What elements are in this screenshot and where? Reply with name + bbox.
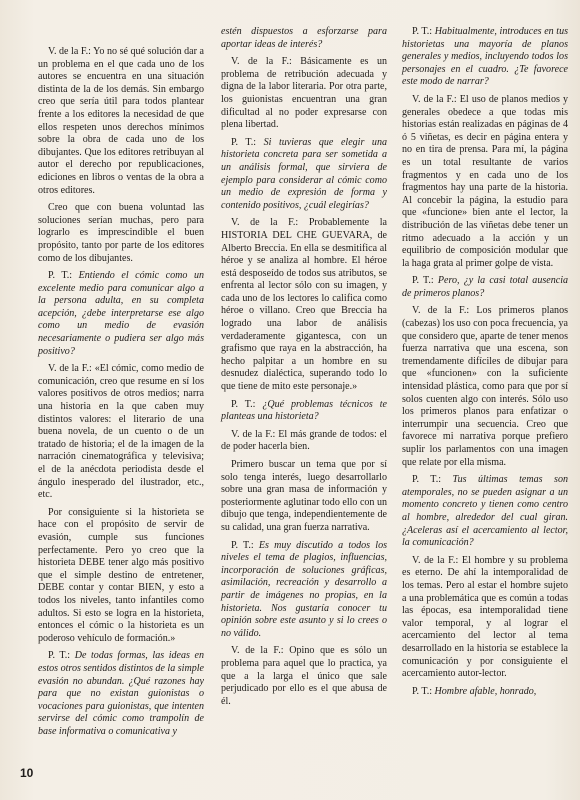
answer-text: El hombre y su problema es eterno. De ahí la intemporalidad de los temas. Pero al estar el hombre sujeto a una problemática que es común a todas las épocas, esa intemporalidad tiene valor temporal, y al lograr el acercamiento del lector al tema desarrollado en la historia se establece la comunicación y por consiguiente el acercamiento autor-lector. bbox=[402, 554, 568, 680]
question-text: Si tuvieras que elegir una historieta concreta para ser sometida a un análisis formal, que sirviera de ejemplo para considerar al cómic como un medio de expresión de forma y contenido positivos, ¿cuál elegirías? bbox=[221, 136, 387, 211]
interview-paragraph bbox=[402, 305, 568, 469]
speaker-label: P. T.: bbox=[412, 685, 433, 697]
interview-paragraph bbox=[221, 217, 387, 393]
interview-paragraph bbox=[221, 26, 387, 51]
answer-text: El más grande de todos: el de poder hacerla bien. bbox=[221, 428, 387, 453]
question-text: Habitualmente, introduces en tus historietas una mayoría de planos generales y medios, incluyendo todos los personajes en el cuadro. ¿Te favorece este modo de narrar? bbox=[402, 26, 568, 88]
interview-paragraph bbox=[221, 399, 387, 424]
text-column-1 bbox=[38, 46, 204, 743]
question-text: estén dispuestos a esforzarse para aportar ideas de interés? bbox=[221, 26, 387, 50]
interview-paragraph bbox=[402, 275, 568, 300]
speaker-label: P. T.: bbox=[412, 26, 433, 37]
interview-paragraph bbox=[402, 474, 568, 550]
interview-paragraph bbox=[38, 46, 204, 197]
interview-paragraph bbox=[402, 26, 568, 89]
interview-paragraph bbox=[38, 270, 204, 358]
answer-text: Yo no sé qué solución dar a un problema en el que cada uno de los autores se encuentra en una situación distinta de la de los demás. Sin embargo creo que sería útil para todos plantear frente a los editores la necesidad de que ellos respeten unos derechos mínimos sobre la obra de cada uno de los dibujantes. Que los editores retribuyan al autor el derecho por republicaciones, ediciones en libros o ventas de la obra a otros editores. bbox=[38, 46, 204, 196]
question-text: De todas formas, las ideas en estos otros sentidos distintos de la simple evasión no abundan. ¿Qué razones hay para que no existan guionistas o vocaciones para guionistas, que intenten servirse del cómic como trampolín de base informativa o comunicativa y bbox=[38, 650, 205, 737]
text-column-3 bbox=[402, 26, 568, 703]
speaker-label: P. T.: bbox=[231, 398, 256, 410]
interview-paragraph bbox=[38, 507, 204, 646]
page-number: 10 bbox=[20, 766, 34, 780]
interview-paragraph bbox=[38, 650, 204, 738]
question-text: Pero, ¿y la casi total ausencia de primeros planos? bbox=[402, 275, 569, 299]
speaker-label: V. de la F.: bbox=[412, 554, 459, 566]
answer-text: Opino que es sólo un problema para aquel que lo practica, ya que a la larga el único que sale perjudicado por ello es el que abusa de él. bbox=[221, 645, 388, 707]
answer-text: Probablemente la HISTORIA DEL CHE GUEVARA, de Alberto Breccia. En ella se desmitifica al héroe y se analiza al hombre. El héroe está desposeído de todos sus atributos, se enfrenta al lector sólo con su imagen, y cada uno de los lectores lo califica como héroe o villano. Creo que Breccia ha logrado una labor de análisis verdaderamente gigantesca, con un grafismo que raya en la abstracción, ha hecho palpitar a un hombre en su desnudez dialéctica, superando todo lo que tiene de mito este personaje.» bbox=[221, 217, 387, 393]
question-text: Entiendo el cómic como un excelente medio para comunicar algo a la persona adulta, en su completa acepción, ¿debe interpretarse ese algo como un medio de evasión necesariamente o pudiera ser algo más positivo? bbox=[38, 270, 204, 357]
answer-text: Básicamente es un problema de retribución adecuada y digna de la labor literaria. Por otra parte, los guionistas encuentran una gran dificultad al no poder expresarse con plena libertad. bbox=[221, 56, 387, 131]
interview-paragraph bbox=[402, 94, 568, 270]
interview-paragraph bbox=[38, 202, 204, 265]
answer-text: Por consiguiente si la historieta se hace con el propósito de servir de evasión, cumple sus funciones perfectamente. Pero yo creo que la historieta DEBE tener algo más positivo que el simple destino de entretener, DEBE contar y contar BIEN, y esto a todos los niveles, tanto infantiles como adultos. Si esto se logra en la historieta, entonces el cómic o la historieta es un poderoso vehículo de formación.» bbox=[38, 506, 204, 644]
speaker-label: P. T.: bbox=[231, 136, 257, 148]
speaker-label: V. de la F.: bbox=[412, 93, 457, 105]
question-text: Tus últimas temas son atemporales, no se pueden asignar a un momento concreto y tienen como centro al hombre, alrededor del cual giran. ¿Aceleras así el acercamiento al lector, la comunicación? bbox=[402, 474, 569, 549]
speaker-label: V. de la F.: bbox=[231, 217, 299, 229]
answer-text: Primero buscar un tema que por sí solo tenga interés, luego desarrollarlo sobre una gran masa de información y posteriormente aglutinar todo ello con un dibujo que tenga, independientemente de su calidad, una gran fuerza narrativa. bbox=[221, 459, 388, 533]
answer-text: Creo que con buena voluntad las soluciones serían muchas, pero para lograrlo es imprescindible el buen propósito, tanto por parte de los editores como de los dibujantes. bbox=[38, 202, 204, 264]
answer-text: «El cómic, como medio de comunicación, creo que resume en sí los valores positivos de otros medios; narra una historia en la que caben muy distintos valores: el literario de una buena novela, de un cuento o de un tratado de historia; el de la imagen de la narración cinematográfica y televisiva; el de la anécdota periodista desde el ángulo inesperado del ilustrador, etc., etc. bbox=[38, 363, 204, 501]
interview-paragraph bbox=[221, 56, 387, 132]
text-column-2 bbox=[221, 26, 387, 713]
speaker-label: V. de la F.: bbox=[48, 46, 91, 57]
speaker-label: V. de la F.: bbox=[412, 305, 470, 317]
speaker-label: P. T.: bbox=[48, 650, 71, 662]
interview-paragraph bbox=[221, 429, 387, 454]
interview-paragraph bbox=[221, 645, 387, 708]
answer-text: Los primeros planos (cabezas) los uso con poca frecuencia, ya que considero que, aparte de tener menos fuerza narrativa que una escena, son tremendamente difíciles de dibujar para que «funcionen» con la suficiente intensidad plástica, como para que por sí solos cuenten algo con interés. Sólo uso los primeros planos para enfatizar o interrumpir una secuencia. Creo que favorece mi narrativa porque prefiero suplir los parlamentos con una imagen que relate por ella misma. bbox=[402, 305, 568, 468]
speaker-label: V. de la F.: bbox=[231, 645, 284, 657]
question-text: Hombre afable, honrado, bbox=[434, 685, 537, 697]
speaker-label: P. T.: bbox=[231, 539, 254, 551]
speaker-label: P. T.: bbox=[412, 275, 434, 287]
interview-paragraph bbox=[38, 363, 204, 502]
question-text: ¿Qué problemas técnicos te planteas una historieta? bbox=[221, 398, 387, 423]
interview-paragraph bbox=[221, 137, 387, 213]
interview-paragraph bbox=[221, 459, 387, 535]
speaker-label: P. T.: bbox=[48, 270, 73, 282]
answer-text: El uso de planos medios y generales obedece a que todas mis historias están realizadas en páginas de 4 ó 5 viñetas, es decir en página entera y no en tira de prensa. Para mí, la página es un total resultante de varios fragmentos y en cada uno de los fragmentos hay una parte de la historia. Al concebir la página, la estudio para que «funcione» bien ante el lector, la distribución de las viñetas debe tener un ritmo adecuado a la acción y un equilibrio de composición modular que la haga grata al primer golpe de vista. bbox=[402, 93, 569, 269]
speaker-label: V. de la F.: bbox=[48, 363, 92, 375]
interview-paragraph bbox=[402, 555, 568, 681]
speaker-label: V. de la F.: bbox=[231, 56, 292, 68]
question-text: Es muy discutido a todos los niveles el tema de plagios, influencias, incorporación de soluciones gráficas, asimilación, recreación y desarrollo a partir de imágenes no propias, en la historieta. Nos gustaría conocer tu opinión sobre este asunto y si lo crees o no válido. bbox=[221, 539, 388, 639]
interview-paragraph bbox=[221, 540, 387, 641]
speaker-label: V. de la F.: bbox=[231, 428, 276, 440]
interview-paragraph bbox=[402, 686, 568, 699]
speaker-label: P. T.: bbox=[412, 474, 442, 486]
